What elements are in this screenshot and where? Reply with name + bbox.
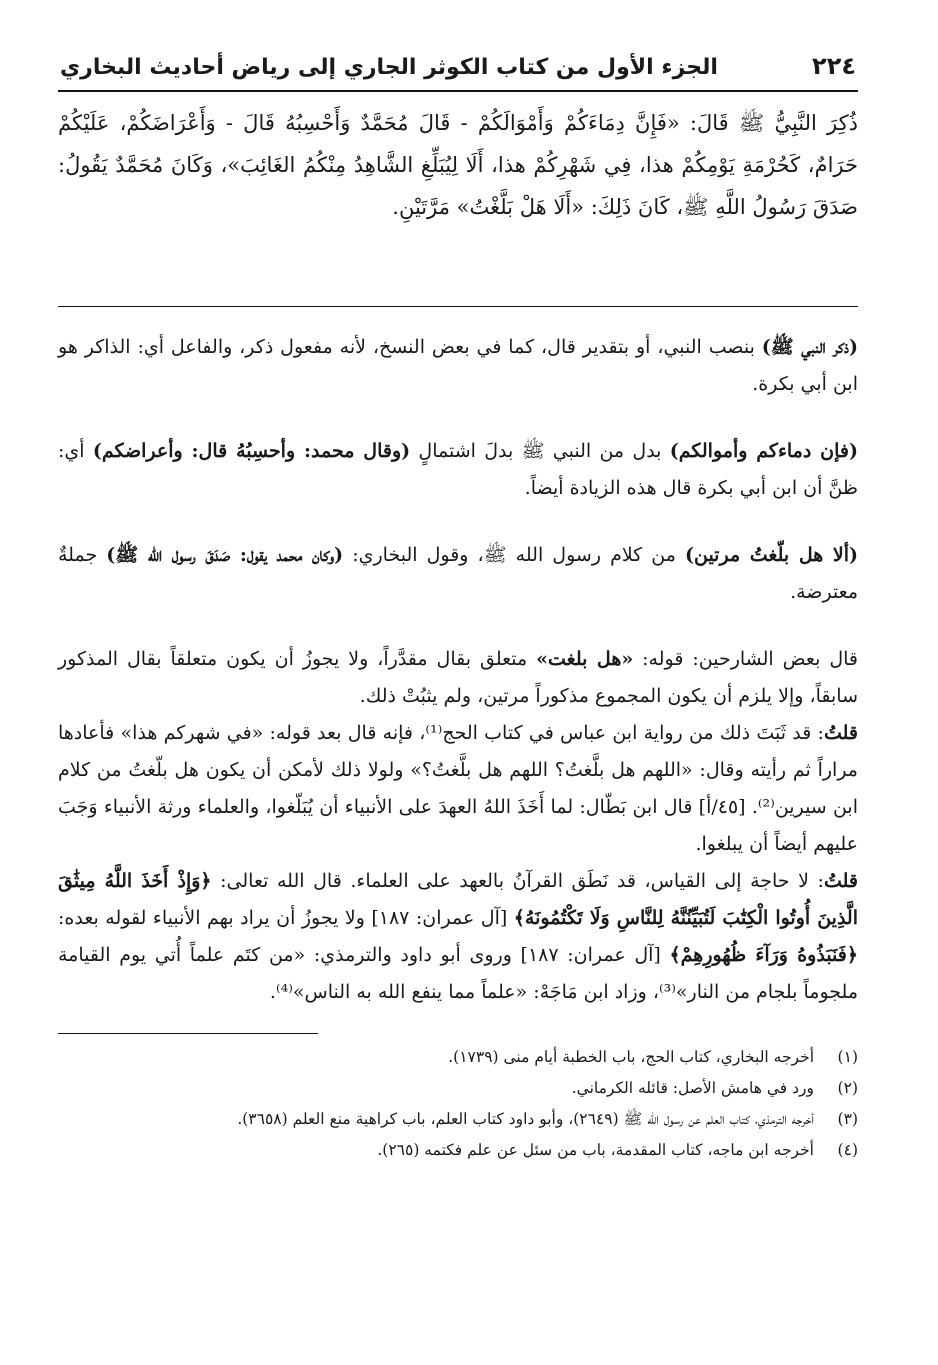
running-header [58,38,858,92]
footnote-rule-wrap [58,1011,858,1042]
lemma: (ألا هل بلّغتُ مرتين) [685,544,858,566]
footnote [58,1104,858,1135]
footnotes [58,1042,858,1166]
hadith-text: ذُكِرَ النَّبِيُّ ﷺ قَالَ: «فَإِنَّ دِمَاءَكُمْ وَأَمْوَالَكُمْ - قَالَ مُحَمَّدٌ وَأَحْسِبُهُ قَالَ - وَأَعْرَاضَكُمْ، عَلَيْكُمْ حَرَامٌ، كَحُرْمَةِ يَوْمِكُمْ هذا، فِي شَهْرِكُمْ هذا، أَلَا لِيُبَلِّغِ الشَّاهِدُ مِنْكُمُ الغَائِبَ»، وَكَانَ مُحَمَّدٌ يَقُولُ: صَدَقَ رَسُولُ اللَّهِ ﷺ، كَانَ ذَلِكَ: «أَلَا هَلْ بَلَّغْتُ» مَرَّتَيْنِ. [58,111,858,219]
footnote-text: أخرجه البخاري، كتاب الحج، باب الخطبة أيام منى (١٧٣٩). [448,1048,814,1066]
footnote [58,1135,858,1166]
footnote-number: (١) [837,1048,858,1066]
footnote-text: أخرجه ابن ماجه، كتاب المقدمة، باب من سئل عن علم فكتمه (٢٦٥). [377,1141,814,1159]
lemma: (فإن دماءكم وأموالكم) [669,440,858,462]
explanation: بنصب النبي، أو بتقدير قال، كما في بعض النسخ، لأنه مفعول ذكر، والفاعل أي: الذاكر هو ابن أبي بكرة. [58,336,858,395]
commentary-paragraph-2 [58,433,858,507]
explanation: جملةٌ معترضة. [58,544,858,603]
quran-verse: ﴿وَإِذْ أَخَذَ اللَّهُ مِيثَٰقَ الَّذِينَ أُوتُوا الْكِتَٰبَ لَتُبَيِّنُنَّهُ لِلنَّاسِ وَلَا تَكْتُمُونَهُ﴾ [58,870,858,929]
explanation: متعلق بقال مقدَّراً، ولا يجوزُ أن يكون متعلقاً بقال المذكور سابقاً، وإلا يلزم أن يكون المجموع مذكوراً مرتين، ولم يثبُتْ ذلك. [58,648,858,707]
commentary-paragraph-1 [58,329,858,403]
explanation: : قد ثَبَتَ ذلك من رواية ابن عباس في كتاب الحج⁽¹⁾، فإنه قال بعد قوله: «في شهركم هذا» فأعادها مراراً ثم رأيته وقال: «اللهم هل بلَّغتُ؟ اللهم هل بلَّغتُ؟» ولولا ذلك لأمكن أن يكون هل بلّغتُ من كلام ابن سيرين⁽²⁾. [٤٥/أ] قال ابن بَطّال: لما أَخَذَ اللهُ العهدَ على الأنبياء أن يُبَلّغوا، والعلماء ورثة الأنبياء وَجَبَ عليهم أيضاً أن يبلغوا. [58,722,858,855]
book-title: الجزء الأول من كتاب الكوثر الجاري إلى رياض أحاديث البخاري [60,55,718,80]
quoted-phrase: «هل بلغت» [536,648,634,670]
quran-verse: ﴿فَنَبَذُوهُ وَرَآءَ ظُهُورِهِمْ﴾ [669,944,858,966]
explanation: [آل عمران: ١٨٧] ولا يجوزُ أن يراد بهم الأنبياء لقوله بعده: [58,907,514,929]
explanation: [آل عمران: ١٨٧] وروى أبو داود والترمذي: «من كتَم علماً أُتي يوم القيامة ملجوماً بلجام من النار»⁽³⁾، وزاد ابن مَاجَهْ: «علماً مما ينفع الله به الناس»⁽⁴⁾. [58,944,858,1003]
footnote-number: (٢) [837,1079,858,1097]
qultu-label: قلتُ [823,870,858,892]
explanation: بدل من النبي ﷺ بدلَ اشتمالٍ [410,440,670,462]
footnote-number: (٤) [837,1141,858,1159]
qultu-label: قلتُ [823,722,858,744]
explanation: قال بعض الشارحين: قوله: [633,648,858,670]
text-separator [58,306,858,307]
explanation: من كلام رسول الله ﷺ، وقول البخاري: [343,544,685,566]
footnote-number: (٣) [837,1110,858,1128]
footnote-rule [58,1033,318,1034]
lemma: (وقال محمد: وأحسِبُهُ قال: وأعراضكم) [92,440,411,462]
lemma: (ذكر النبي ﷺ) [761,336,858,358]
page [58,38,858,1166]
footnote-text: ورد في هامش الأصل: قائله الكرماني. [571,1079,814,1097]
footnote [58,1073,858,1104]
lemma: (وكان محمد يقول: صَدَقَ رسول الله ﷺ) [106,544,344,566]
commentary-paragraph-3 [58,537,858,611]
page-number: ٢٢٤ [812,52,856,80]
commentary-paragraph-4 [58,641,858,1011]
footnote [58,1042,858,1073]
footnote-text: أخرجه الترمذي، كتاب العلم عن رسول الله ﷺ (٢٦٤٩)، وأبو داود كتاب العلم، باب كراهية منع العلم (٣٦٥٨). [237,1110,814,1128]
commentary [58,329,858,1011]
explanation: أي: ظنَّ أن ابن أبي بكرة قال هذه الزيادة أيضاً. [58,440,858,499]
explanation: : لا حاجة إلى القياس، قد نَطَق القرآنُ بالعهد على العلماء. قال الله تعالى: [211,870,824,892]
